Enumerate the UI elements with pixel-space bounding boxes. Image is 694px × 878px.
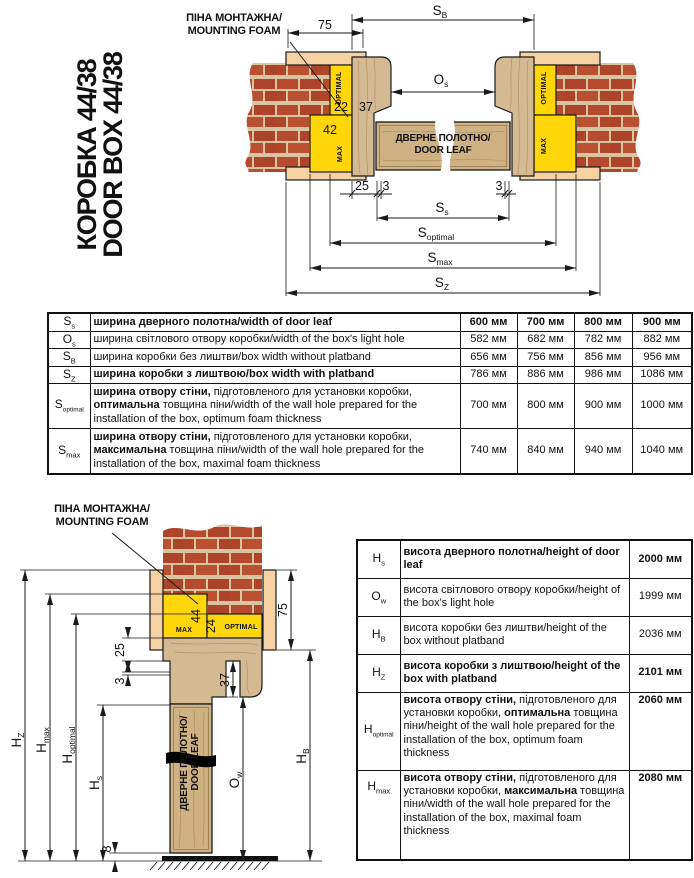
- value-cell: 886 мм: [517, 366, 574, 384]
- dim-label-hb: $H_B$: [294, 748, 311, 764]
- value-cell: 956 мм: [632, 349, 692, 367]
- symbol-cell: $H_{optimal}$: [357, 692, 400, 770]
- value-cell: 1040 мм: [632, 429, 692, 474]
- dim-37: 37: [359, 100, 373, 114]
- symbol-cell: $O_w$: [357, 578, 400, 616]
- product-title-en: DOOR BOX 44/38: [98, 52, 128, 258]
- door-leaf-label-en: DOOR LEAF: [414, 145, 472, 156]
- value-cell: 1000 мм: [632, 384, 692, 429]
- value-cell: 856 мм: [574, 349, 632, 367]
- dim-22: 22: [334, 100, 348, 114]
- value-cell: 1086 мм: [632, 366, 692, 384]
- top-section-drawing: [0, 0, 694, 312]
- foam-max-text: MAX: [337, 145, 344, 163]
- floor-hatching: [150, 862, 269, 870]
- mounting-foam-label-ua: ПІНА МОНТАЖНА/: [54, 503, 150, 515]
- dim-label-ow: $O_w$: [227, 771, 244, 789]
- table-row: [48, 349, 692, 367]
- value-cell: 2101 мм: [629, 654, 692, 692]
- platband-strip: [263, 570, 276, 650]
- mounting-foam-label-en: MOUNTING FOAM: [55, 515, 149, 528]
- symbol-cell: $S_s$: [48, 313, 90, 331]
- symbol-cell: $H_s$: [357, 540, 400, 578]
- dim-25: 25: [355, 179, 369, 193]
- dim-label-hz: $H_Z$: [9, 732, 26, 748]
- table-row: [48, 384, 692, 429]
- table-row: [357, 770, 692, 860]
- symbol-cell: $S_B$: [48, 349, 90, 367]
- value-cell: 782 мм: [574, 331, 632, 349]
- mounting-foam-label-ua: ПІНА МОНТАЖНА/: [186, 12, 282, 24]
- floor-bar: [162, 856, 278, 861]
- symbol-cell: $S_{optimal}$: [48, 384, 90, 429]
- value-cell: 656 мм: [460, 349, 517, 367]
- description-cell: ширина коробки з лиштвою/box width with platband: [90, 366, 460, 384]
- dim-25: 25: [113, 643, 127, 657]
- table-row: [357, 654, 692, 692]
- value-cell: 2080 мм: [629, 770, 692, 860]
- value-cell: 1999 мм: [629, 578, 692, 616]
- value-cell: 582 мм: [460, 331, 517, 349]
- door-leaf-top: [376, 119, 510, 173]
- description-cell: ширина дверного полотна/width of door leaf: [90, 313, 460, 331]
- table-row: [357, 692, 692, 770]
- value-cell: 900 мм: [632, 313, 692, 331]
- foam-max-text: MAX: [175, 627, 193, 634]
- value-cell: 2036 мм: [629, 616, 692, 654]
- width-table: [47, 312, 693, 475]
- value-cell: 940 мм: [574, 429, 632, 474]
- door-leaf-label: ДВЕРНЕ ПОЛОТНО/ DOOR LEAF: [179, 715, 201, 811]
- foam-optimal-text: OPTIMAL: [224, 624, 258, 631]
- table-row: [357, 540, 692, 578]
- symbol-cell: $H_{max}$: [357, 770, 400, 860]
- value-cell: 2060 мм: [629, 692, 692, 770]
- description-cell: висота коробки без лиштви/height of the box without platband: [400, 616, 629, 654]
- description-cell: ширина отвору стіни, підготовленого для установки коробки, оптимальна товщина піни/width of the wall hole prepared for the installation of the box, optimum foam thickness: [90, 384, 460, 429]
- dim-42: 42: [323, 123, 337, 137]
- dim-label-soptimal: $S_{optimal}$: [417, 225, 455, 242]
- description-cell: висота дверного полотна/height of door leaf: [400, 540, 629, 578]
- value-cell: 840 мм: [517, 429, 574, 474]
- dim-24: 24: [204, 619, 218, 633]
- table-row: [48, 313, 692, 331]
- dim-label-hmax: $H_{max}$: [34, 727, 51, 753]
- value-cell: 740 мм: [460, 429, 517, 474]
- description-cell: висота отвору стіни, підготовленого для установки коробки, максимальна товщина піни/width of the wall hole prepared for the installation of the box, maximal foam thickness: [400, 770, 629, 860]
- door-leaf-bottom: [166, 704, 216, 853]
- door-jamb-right: [495, 52, 641, 180]
- door-jamb-left: [245, 52, 391, 180]
- value-cell: 700 мм: [517, 313, 574, 331]
- dim-label-hs: $H_s$: [87, 776, 104, 790]
- description-cell: ширина світлового отвору коробки/width of the box's light hole: [90, 331, 460, 349]
- symbol-cell: $H_Z$: [357, 654, 400, 692]
- symbol-cell: $S_Z$: [48, 366, 90, 384]
- description-cell: ширина отвору стіни, підготовленого для установки коробки, максимальна товщина піни/width of the wall hole prepared for the installation of the box, maximal foam thickness: [90, 429, 460, 474]
- dim-44: 44: [189, 609, 203, 623]
- door-leaf-label-ua: ДВЕРНЕ ПОЛОТНО/: [395, 133, 491, 144]
- dim-label-os: $O_s$: [433, 72, 449, 89]
- value-cell: 882 мм: [632, 331, 692, 349]
- dim-label-sb: $S_B$: [432, 3, 448, 20]
- dim-37: 37: [218, 673, 232, 687]
- foam-optimal-text: OPTIMAL: [336, 71, 343, 105]
- mounting-foam-label-en: MOUNTING FOAM: [187, 24, 281, 37]
- foam-optimal-text: OPTIMAL: [541, 71, 548, 105]
- dim-label-ss: $S_s$: [435, 200, 449, 217]
- dim-label-smax: $S_{max}$: [427, 250, 453, 267]
- bottom-section-drawing: [0, 500, 355, 878]
- table-row: [357, 578, 692, 616]
- description-cell: висота отвору стіни, підготовленого для установки коробки, оптимальна товщина піни/height of the wall hole prepared for the installation of the box, optimum foam thickness: [400, 692, 629, 770]
- symbol-cell: $H_B$: [357, 616, 400, 654]
- dim-8: 8: [100, 845, 114, 853]
- table-row: [48, 366, 692, 384]
- dim-label-hoptimal: $H_{optimal}$: [60, 726, 77, 764]
- dim-3: 3: [113, 677, 127, 685]
- symbol-cell: $O_s$: [48, 331, 90, 349]
- description-cell: висота коробки з лиштвою/height of the box with platband: [400, 654, 629, 692]
- value-cell: 800 мм: [517, 384, 574, 429]
- table-row: [48, 429, 692, 474]
- value-cell: 600 мм: [460, 313, 517, 331]
- value-cell: 800 мм: [574, 313, 632, 331]
- description-cell: висота світлового отвору коробки/height of the box's light hole: [400, 578, 629, 616]
- description-cell: ширина коробки без лиштви/box width without platband: [90, 349, 460, 367]
- value-cell: 700 мм: [460, 384, 517, 429]
- product-title-ua: КОРОБКА 44/38: [71, 59, 102, 251]
- dim-75: 75: [276, 603, 290, 617]
- value-cell: 756 мм: [517, 349, 574, 367]
- value-cell: 682 мм: [517, 331, 574, 349]
- dim-3-left: 3: [382, 179, 390, 193]
- table-row: [48, 331, 692, 349]
- table-row: [357, 616, 692, 654]
- dim-label-sz: $S_Z$: [434, 275, 450, 292]
- height-table: [356, 539, 693, 861]
- value-cell: 986 мм: [574, 366, 632, 384]
- symbol-cell: $S_{max}$: [48, 429, 90, 474]
- value-cell: 2000 мм: [629, 540, 692, 578]
- foam-max-text: MAX: [541, 137, 548, 155]
- value-cell: 786 мм: [460, 366, 517, 384]
- value-cell: 900 мм: [574, 384, 632, 429]
- dim-3-right: 3: [495, 179, 503, 193]
- dim-75: 75: [318, 18, 332, 32]
